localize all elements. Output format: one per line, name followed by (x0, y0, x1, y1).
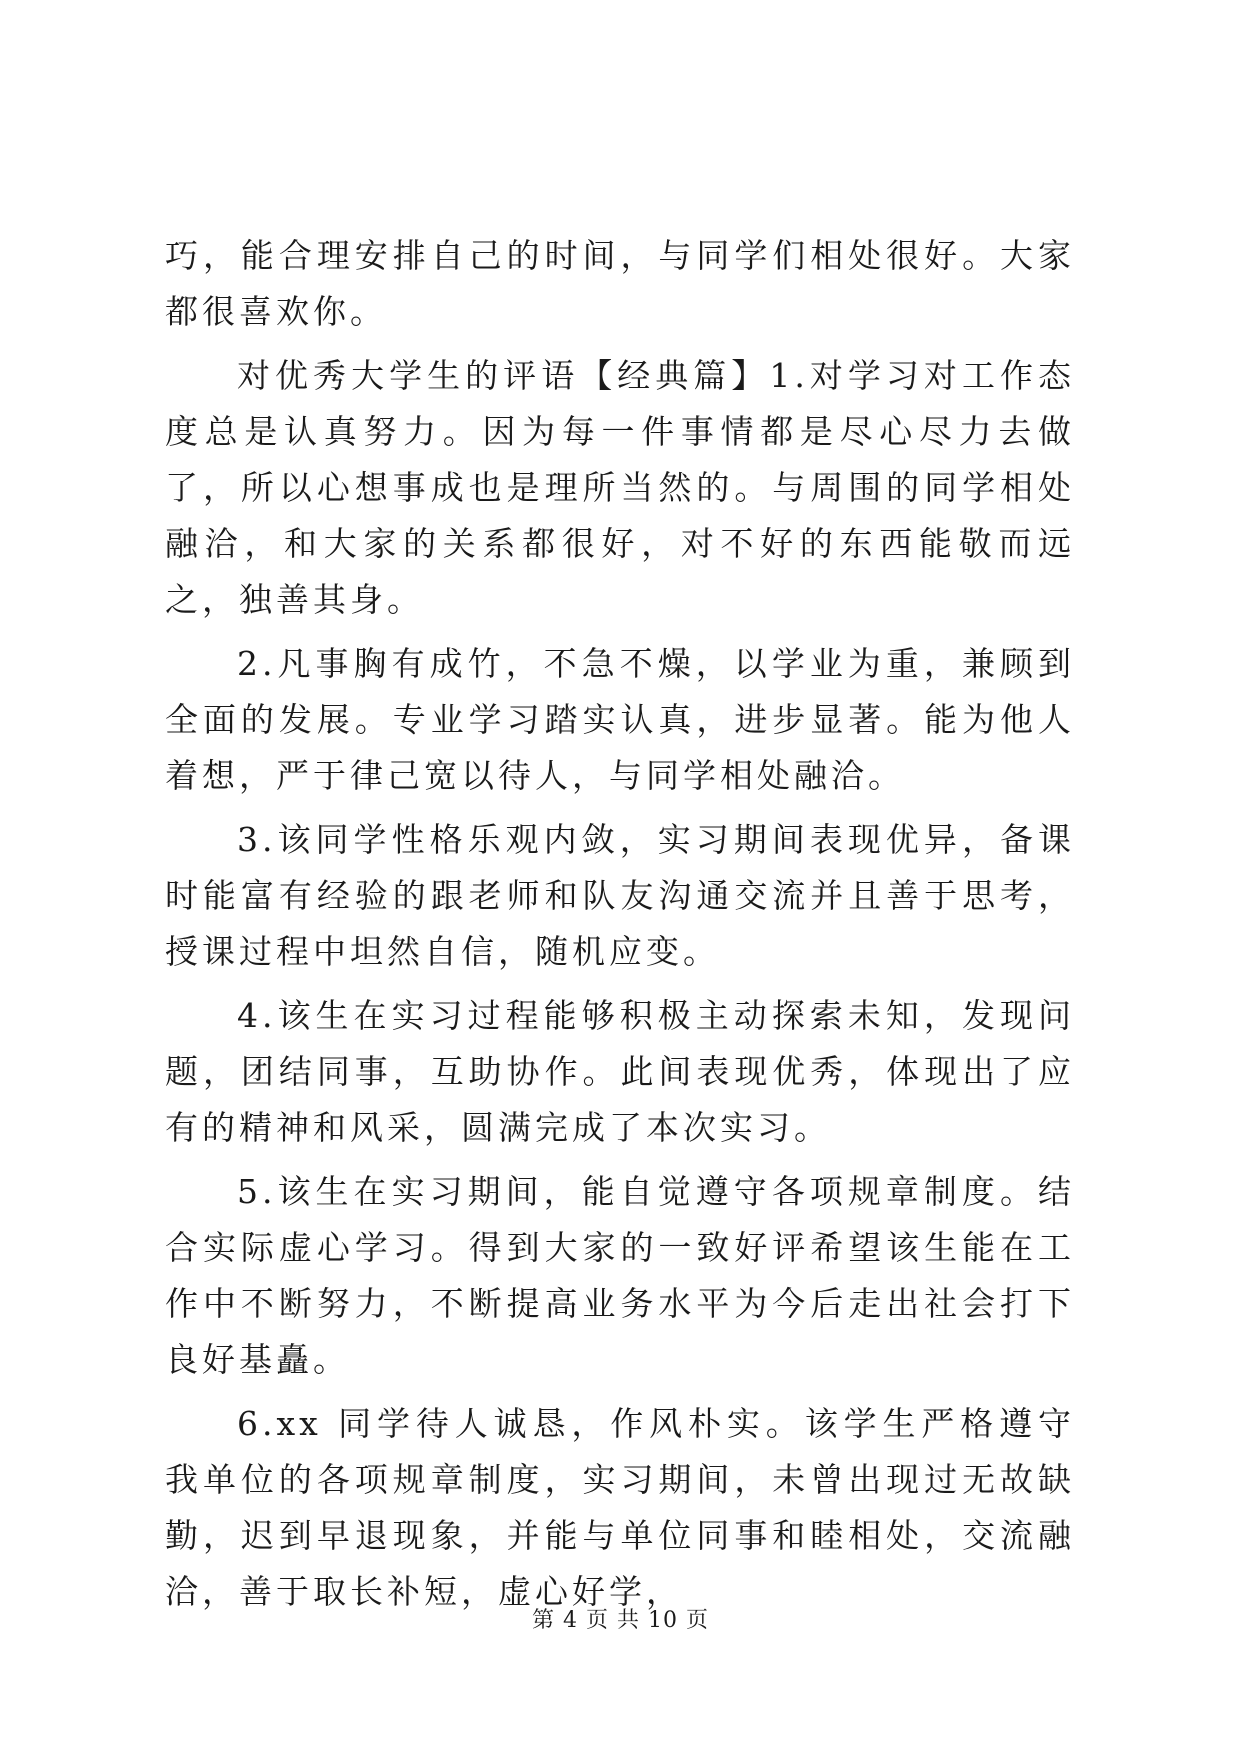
paragraph-item-4: 4.该生在实习过程能够积极主动探索未知，发现问题，团结同事，互助协作。此间表现优秀，体现出了应有的精神和风采，圆满完成了本次实习。 (165, 996, 1075, 1147)
document-body (165, 228, 1075, 1620)
paragraph-item-2: 2.凡事胸有成竹，不急不燥，以学业为重，兼顾到全面的发展。专业学习踏实认真，进步显著。能为他人着想，严于律己宽以待人，与同学相处融洽。 (165, 644, 1075, 795)
page-number-footer: 第 4 页 共 10 页 (532, 1608, 709, 1633)
paragraph-intro-item-1: 对优秀大学生的评语【经典篇】1.对学习对工作态度总是认真努力。因为每一件事情都是尽心尽力去做了，所以心想事成也是理所当然的。与周围的同学相处融洽，和大家的关系都很好，对不好的东西能敬而远之，独善其身。 (165, 356, 1075, 619)
paragraph-item-5: 5.该生在实习期间，能自觉遵守各项规章制度。结合实际虚心学习。得到大家的一致好评希望该生能在工作中不断努力，不断提高业务水平为今后走出社会打下良好基矗。 (165, 1172, 1075, 1379)
paragraph-item-3: 3.该同学性格乐观内敛，实习期间表现优异，备课时能富有经验的跟老师和队友沟通交流并且善于思考，授课过程中坦然自信，随机应变。 (165, 820, 1075, 971)
paragraph-item-6: 6.xx 同学待人诚恳，作风朴实。该学生严格遵守我单位的各项规章制度，实习期间，未曾出现过无故缺勤，迟到早退现象，并能与单位同事和睦相处，交流融洽，善于取长补短，虚心好学， (165, 1404, 1075, 1611)
paragraph-continuation: 巧，能合理安排自己的时间，与同学们相处很好。大家都很喜欢你。 (165, 236, 1075, 331)
